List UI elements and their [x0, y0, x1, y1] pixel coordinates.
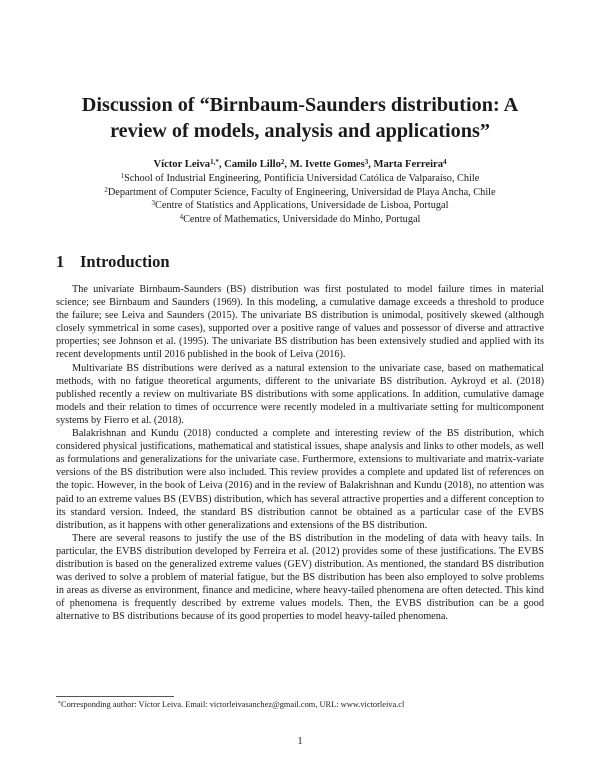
affiliation: $^4$Centre of Mathematics, Universidade do Minho, Portugal [179, 212, 421, 225]
author-sup: 1,* [210, 158, 219, 166]
footnote [58, 700, 404, 709]
affiliation: $^3$Centre of Statistics and Applications, Universidade de Lisboa, Portugal [151, 199, 449, 212]
author-name: Camilo Lillo [224, 159, 281, 170]
paragraph: There are several reasons to justify the use of the BS distribution in the modeling of data with heavy tails. In particular, the EVBS distribution developed by Ferreira et al. (2012) provides some of these justifications. The EVBS distribution is based on the generalized extreme values (GEV) distribution. As mentioned, the standard BS distribution was derived to solve a problem of material fatigue, but the BS distribution has been also employed to solve problems in areas as diverse as environment, finance and medicine, where heavy-tailed phenomena are often detected. This kind of phenomena is frequently described by extreme values models. Then, the EVBS distribution can be a good alternative to BS distributions because of its good properties to model heavy-tailed phenomena. [56, 532, 544, 623]
author-name: Marta Ferreira [373, 159, 444, 170]
affiliation: $^2$Department of Computer Science, Faculty of Engineering, Universidad de Playa Ancha, Chile [104, 185, 496, 198]
paragraph: Multivariate BS distributions were derived as a natural extension to the univariate case, based on mathematical methods, with no fatigue theoretical arguments, different to the univariate BS distribution. Aykroyd et al. (2018) published recently a review on multivariate BS distributions with some applications. In addition, cumulative damage models and their relation to times of occurrence were recently modeled in a multivariate setting for multicomponent systems by Fierro et al. (2018). [56, 362, 544, 426]
author-name: M. Ivette Gomes [289, 159, 365, 170]
paper-title [60, 92, 540, 144]
section-heading [56, 252, 170, 272]
section-title: Introduction [80, 252, 170, 271]
author-sup: 2 [280, 158, 285, 166]
paragraph: The univariate Birnbaum-Saunders (BS) distribution was first postulated to model failure times in material science; see Birnbaum and Saunders (1969). In this modeling, a cumulative damage exceeds a threshold to produce the failure; see Leiva and Saunders (2015). The univariate BS distribution is unimodal, positively skewed (although closely symmetrical in some cases), supported over a positive range of values and possessor of diverse and attractive properties; see Johnson et al. (1995). The univariate BS distribution has been extensively studied and applied with its recent developments until 2016 published in the book of Leiva (2016). [56, 284, 544, 361]
section-number: 1 [56, 252, 65, 271]
author-block [60, 158, 540, 226]
author-name: Víctor Leiva [153, 159, 211, 170]
footnote-marker: * [58, 701, 61, 707]
title-line-2: review of models, analysis and applications” [110, 120, 490, 142]
paragraph: Balakrishnan and Kundu (2018) conducted a complete and interesting review of the BS distribution, which considered physical justifications, mathematical and statistical issues, shape analysis and links to other models, as well as formulations and generalizations for the univariate case. Furthermore, extensions to multivariate and matrix-variate versions of the BS distribution were also included. This review provides a complete and updated list of references on the topic. However, in the book of Leiva (2016) and in the review of Balakrishnan and Kundu (2018), no attention was paid to an extreme values BS (EVBS) distribution, which has several attractive properties and a different conception to its standard version. Indeed, the standard BS distribution cannot be obtained as a particular case of the EVBS distribution, as it happens with other generalizations and extensions of the BS distribution. [56, 428, 544, 531]
footnote-text: Corresponding author: Víctor Leiva. Email: victorleivasanchez@gmail.com, URL: www.victorleiva.cl [61, 700, 405, 709]
author-sup: 4 [443, 158, 447, 166]
author-sup: 3 [364, 158, 369, 166]
page-number: 1 [297, 736, 303, 747]
footnote-rule [56, 696, 174, 697]
body-text [56, 283, 544, 623]
author-list: Víctor Leiva$^{1,*}$, Camilo Lillo$^2$, M. Ivette Gomes$^3$, Marta Ferreira$^4$ [153, 158, 447, 170]
title-line-1: Discussion of “Birnbaum-Saunders distribution: A [81, 94, 519, 116]
affiliation: $^1$School of Industrial Engineering, Pontificia Universidad Católica de Valparaíso, Chile [120, 172, 480, 185]
